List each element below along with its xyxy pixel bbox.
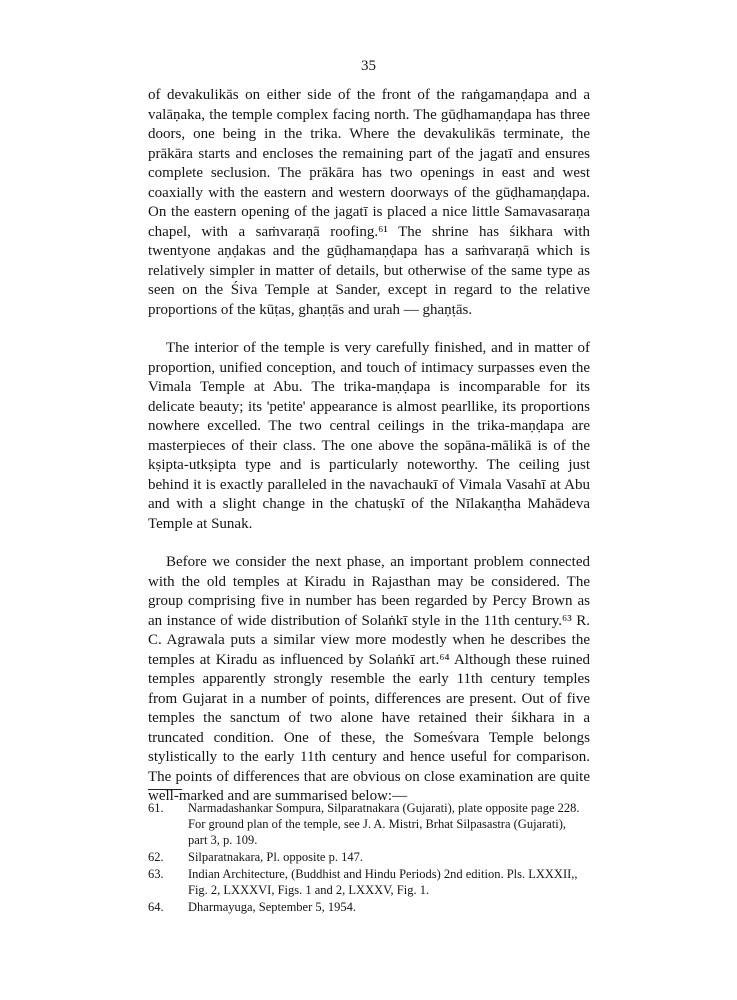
footnotes	[148, 800, 588, 916]
page-number: 35	[361, 58, 376, 74]
footnote-text: Indian Architecture, (Buddhist and Hindu Periods) 2nd edition. Pls. LXXXII,, Fig. 2, LXXXVI, Figs. 1 and 2, LXXXV, Fig. 1.	[188, 867, 578, 897]
footnote-64	[148, 899, 588, 915]
footnote-text: Dharmayuga, September 5, 1954.	[188, 900, 357, 914]
footnote-separator	[148, 789, 182, 790]
footnote-number: 64.	[148, 900, 164, 914]
paragraph-1: of devakulikās on either side of the front of the raṅgamaṇḍapa and a valāṇaka, the temple complex facing north. The gūḍhamaṇḍapa has three doors, one being in the trika. Where the devakulikās terminate, the prākāra starts and encloses the remaining part of the jagatī and ensures complete seclusion. The prākāra has two openings in east and west coaxially with the eastern and western doorways of the gūḍhamaṇḍapa. On the eastern opening of the jagatī is placed a nice little Samavasaraṇa chapel, with a saṁvaraṇā roofing.⁶¹ The shrine has śikhara with twentyone aṇḍakas and the gūḍhamaṇḍapa has a saṁvaraṇā which is relatively simpler in matter of details, but otherwise of the same type as seen on the Śiva Temple at Sander, except in regard to the relative proportions of the kūṭas, ghaṇṭās and urah — ghaṇṭās.	[148, 87, 590, 318]
footnote-number: 63.	[148, 867, 164, 881]
footnote-63	[148, 866, 588, 898]
footnote-number: 62.	[148, 850, 164, 864]
footnote-number: 61.	[148, 801, 164, 815]
footnote-text: Silparatnakara, Pl. opposite p. 147.	[188, 850, 363, 864]
paragraph-2: The interior of the temple is very carefully finished, and in matter of proportion, unified conception, and touch of intimacy surpasses even the Vimala Temple at Abu. The trika-maṇḍapa is incomparable for its delicate beauty; its 'petite' appearance is almost pearllike, its proportions nowhere excelled. The two central ceilings in the trika-maṇḍapa are masterpieces of their class. The one above the sopāna-mālikā is of the kṣipta-utkṣipta type and is particularly noteworthy. The ceiling just behind it is exactly paralleled in the navachaukī of Vimala Vasahī at Abu and with a slight change in the chatuṣkī of the Nīlakaṇṭha Mahādeva Temple at Sunak.	[148, 340, 590, 532]
footnote-61	[148, 800, 588, 848]
paragraph-3: Before we consider the next phase, an important problem connected with the old temples at Kiradu in Rajasthan may be considered. The group comprising five in number has been regarded by Percy Brown as an instance of wide distribution of Solaṅkī style in the 11th century.⁶³ R. C. Agrawala puts a similar view more modestly when he describes the temples at Kiradu as influenced by Solaṅkī art.⁶⁴ Although these ruined temples apparently strongly resemble the early 11th century temples from Gujarat in a number of points, differences are present. Out of five temples the sanctum of two alone have retained their śikhara in a truncated condition. One of these, the Someśvara Temple belongs stylistically to the early 11th century and hence useful for comparison. The points of differences that are obvious on close examination are quite well-marked and are summarised below:—	[148, 554, 590, 804]
main-text	[148, 86, 590, 826]
footnote-62	[148, 849, 588, 865]
footnote-text: Narmadashankar Sompura, Silparatnakara (Gujarati), plate opposite page 228. For ground plan of the temple, see J. A. Mistri, Brhat Silpasastra (Gujarati), part 3, p. 109.	[188, 801, 580, 847]
